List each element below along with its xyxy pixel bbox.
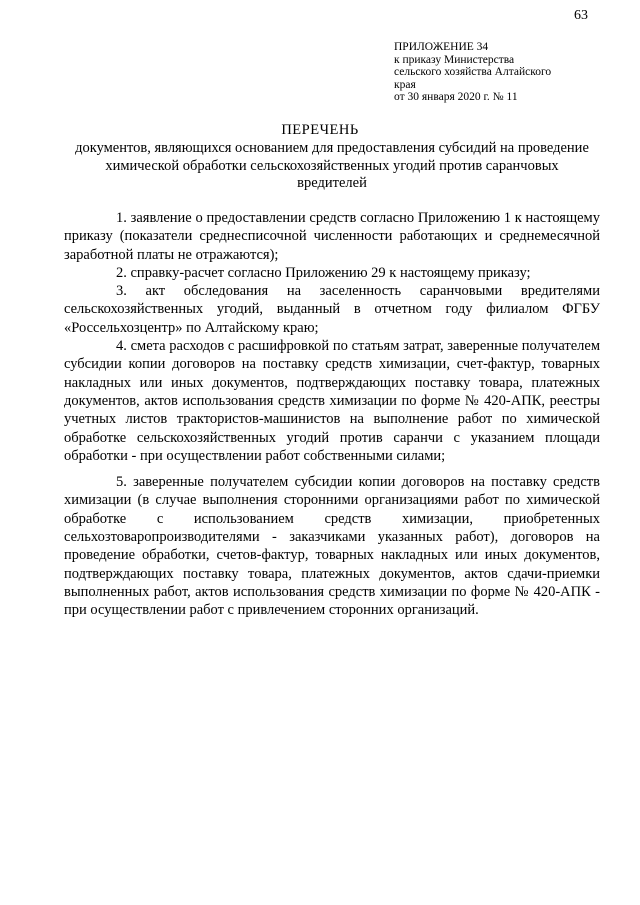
list-item: 5. заверенные получателем субсидии копии договоров на поставку средств химизации (в случае выполнения сторонними организациями работ по химической обработке с использованием средств химизации, приобретенных сельхозтоваропроизводителями - заказчиками указанных работ), договоров на проведение обработки, счетов-фактур, товарных накладных или иных документов, подтверждающих поставку товара, платежных документов, актов сдачи-приемки выполненных работ, актов использования средств химизации по форме № 420-АПК - при осуществлении работ с привлечением сторонних организаций. bbox=[64, 474, 600, 619]
list-item: 3. акт обследования на заселенность саранчовыми вредителями сельскохозяйственных угодий, выданный в отчетном году филиалом ФГБУ «Россельхозцентр» по Алтайскому краю; bbox=[64, 283, 600, 336]
list-item: 4. смета расходов с расшифровкой по статьям затрат, заверенные получателем субсидии копии договоров на поставку средств химизации, счет-фактур, товарных накладных или иных документов, подтверждающих поставку товара, платежных документов, актов использования средств химизации по форме № 420-АПК, реестры учетных листов трактористов-машинистов на выполнение работ по химической обработке сельскохозяйственных угодий против саранчи с указанием площади обработки - при осуществлении работ собственными силами; bbox=[64, 338, 600, 464]
appendix-line: края bbox=[394, 78, 416, 91]
appendix-line: к приказу Министерства bbox=[394, 53, 515, 66]
appendix-line: ПРИЛОЖЕНИЕ 34 bbox=[394, 41, 489, 53]
document-title: ПЕРЕЧЕНЬ bbox=[281, 122, 359, 138]
document-subtitle: документов, являющихся основанием для предоставления субсидий на проведение химической обработки сельскохозяйственных угодий против саранчовых вредителей bbox=[75, 140, 589, 191]
list-item: 2. справку-расчет согласно Приложению 29 к настоящему приказу; bbox=[116, 264, 531, 281]
document-list bbox=[64, 209, 600, 620]
appendix-header bbox=[394, 41, 594, 104]
appendix-line: сельского хозяйства Алтайского bbox=[394, 66, 552, 78]
list-item: 1. заявление о предоставлении средств согласно Приложению 1 к настоящему приказу (показатели среднесписочной численности работающих и среднемесячной заработной платы не отражаются); bbox=[64, 210, 600, 263]
page-number: 63 bbox=[574, 8, 588, 23]
appendix-line: от 30 января 2020 г. № 11 bbox=[394, 91, 518, 103]
